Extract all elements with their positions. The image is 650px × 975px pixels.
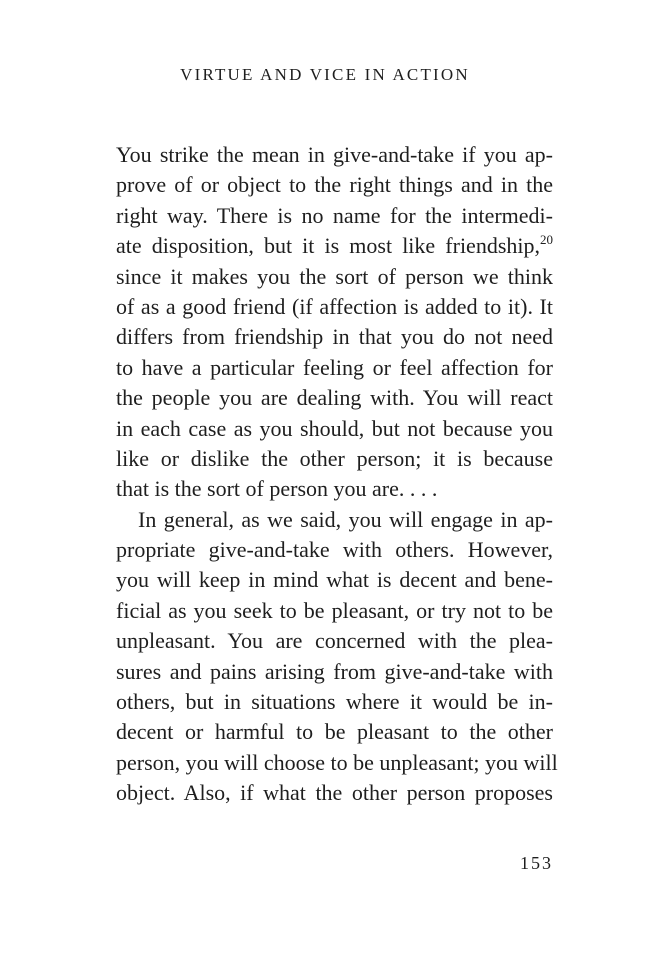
text-line: to have a particular feeling or feel affection for <box>116 354 553 380</box>
text-line: sures and pains arising from give-and-take with <box>116 658 553 684</box>
text-line-content: ate disposition, but it is most like friendship, <box>116 233 540 259</box>
text-line: person, you will choose to be unpleasant; you will <box>116 749 558 775</box>
text-line: propriate give-and-take with others. However, <box>116 537 553 563</box>
body-text <box>116 140 558 809</box>
text-line: prove of or object to the right things and in the <box>116 172 553 198</box>
text-line: unpleasant. You are concerned with the plea- <box>116 628 553 654</box>
text-line: you will keep in mind what is decent and bene- <box>116 567 553 593</box>
text-line: the people you are dealing with. You will react <box>116 385 553 411</box>
running-head: VIRTUE AND VICE IN ACTION <box>180 65 470 84</box>
text-line <box>116 231 553 261</box>
text-line: ficial as you seek to be pleasant, or try not to be <box>116 597 553 623</box>
text-line: In general, as we said, you will engage in ap- <box>138 506 553 532</box>
text-line: that is the sort of person you are. . . . <box>116 476 438 502</box>
text-line: like or dislike the other person; it is because <box>116 445 553 471</box>
paragraph <box>116 505 558 809</box>
text-line: object. Also, if what the other person proposes <box>116 780 553 806</box>
text-line: in each case as you should, but not because you <box>116 415 553 441</box>
text-line: decent or harmful to be pleasant to the other <box>116 719 553 745</box>
text-line: right way. There is no name for the intermedi- <box>116 202 553 228</box>
text-line: others, but in situations where it would be in- <box>116 689 553 715</box>
paragraph <box>116 140 553 505</box>
footnote-reference[interactable]: 20 <box>540 232 553 248</box>
text-line: since it makes you the sort of person we think <box>116 263 553 289</box>
text-line: of as a good friend (if affection is added to it). It <box>116 293 553 319</box>
text-line: You strike the mean in give-and-take if you ap- <box>116 142 553 167</box>
text-line: differs from friendship in that you do not need <box>116 324 553 350</box>
page-number: 153 <box>520 853 553 873</box>
